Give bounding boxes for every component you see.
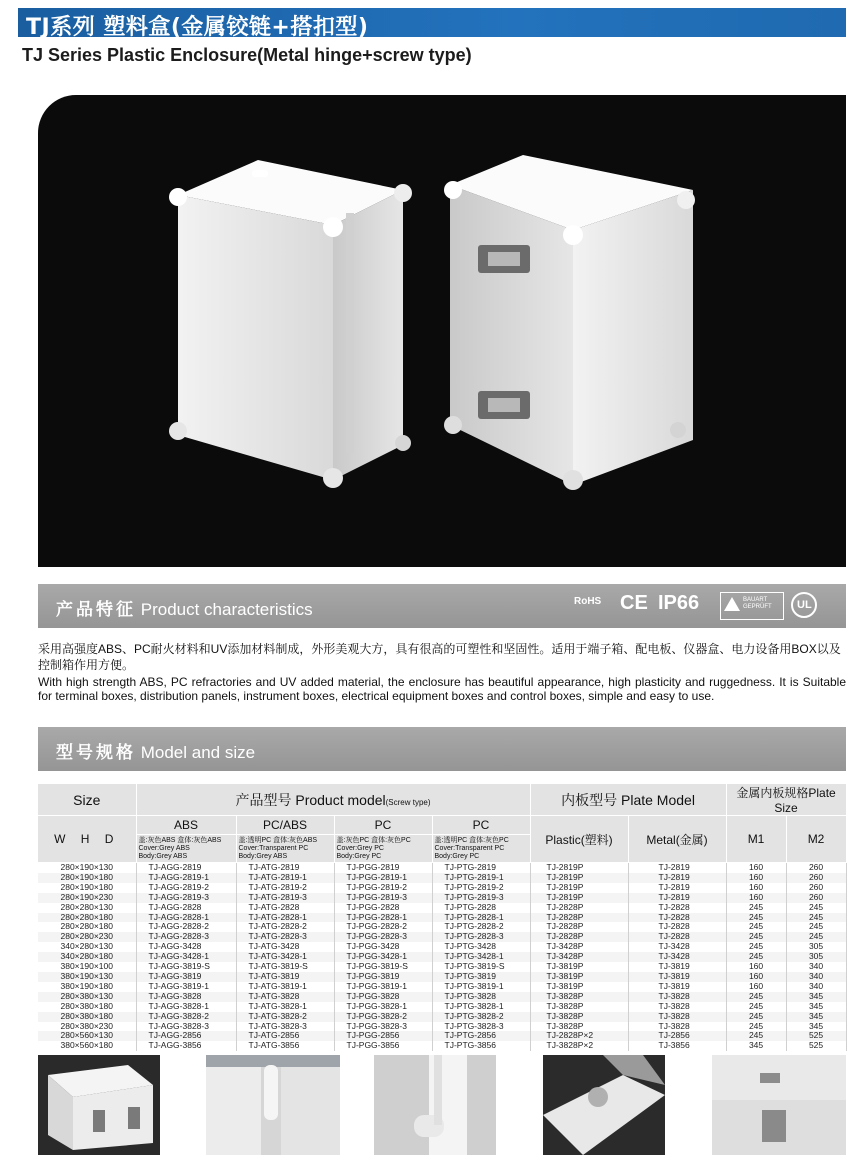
- table-cell: 280×380×230: [38, 1022, 136, 1032]
- table-cell: TJ-AGG-3428: [136, 942, 236, 952]
- table-cell: 340: [786, 962, 846, 972]
- table-cell: TJ-3828P: [530, 992, 628, 1002]
- table-cell: TJ-3828P: [530, 1012, 628, 1022]
- table-cell: TJ-PGG-2819-3: [334, 893, 432, 903]
- page-subtitle: TJ Series Plastic Enclosure(Metal hinge+screw type): [22, 45, 472, 65]
- table-row: [38, 863, 846, 873]
- table-cell: TJ-2856: [628, 1031, 726, 1041]
- table-cell: TJ-ATG-2819-2: [236, 883, 334, 893]
- table-cell: 160: [726, 883, 786, 893]
- table-cell: TJ-ATG-3856: [236, 1041, 334, 1051]
- spec-table: [38, 784, 847, 1051]
- table-cell: TJ-AGG-2828-3: [136, 932, 236, 942]
- table-row: [38, 922, 846, 932]
- table-cell: TJ-3428: [628, 942, 726, 952]
- table-cell: 245: [726, 942, 786, 952]
- table-cell: TJ-PTG-3819: [432, 972, 530, 982]
- tuv-badge: BAUART GEPRÜFT: [720, 592, 784, 620]
- table-cell: TJ-PTG-2819-2: [432, 883, 530, 893]
- table-cell: 160: [726, 982, 786, 992]
- table-cell: TJ-2828P: [530, 932, 628, 942]
- table-cell: TJ-ATG-2819: [236, 863, 334, 873]
- table-cell: TJ-AGG-3828-2: [136, 1012, 236, 1022]
- table-cell: TJ-PTG-3819-1: [432, 982, 530, 992]
- table-cell: TJ-3819P: [530, 982, 628, 992]
- table-cell: TJ-AGG-2856: [136, 1031, 236, 1041]
- table-cell: 160: [726, 873, 786, 883]
- ce-mark: CE: [620, 592, 648, 614]
- table-cell: 305: [786, 942, 846, 952]
- table-cell: TJ-ATG-2828-3: [236, 932, 334, 942]
- table-cell: TJ-PGG-3828-1: [334, 1002, 432, 1012]
- table-cell: TJ-PGG-2819-1: [334, 873, 432, 883]
- table-cell: TJ-PTG-3428: [432, 942, 530, 952]
- table-cell: TJ-PTG-3828-2: [432, 1012, 530, 1022]
- table-cell: 340: [786, 972, 846, 982]
- table-cell: TJ-PTG-2819-3: [432, 893, 530, 903]
- table-cell: TJ-PTG-3819-S: [432, 962, 530, 972]
- plate-model-header: 内板型号 Plate Model: [530, 784, 726, 816]
- table-cell: TJ-AGG-3828: [136, 992, 236, 1002]
- table-cell: TJ-PTG-2828-2: [432, 922, 530, 932]
- material-note: 盖:透明PC 盒体:灰色ABS Cover:Transparent PC Body:Grey ABS: [236, 835, 334, 863]
- table-cell: 160: [726, 972, 786, 982]
- table-cell: TJ-ATG-3828-2: [236, 1012, 334, 1022]
- table-cell: TJ-ATG-3428-1: [236, 952, 334, 962]
- table-cell: 345: [786, 992, 846, 1002]
- table-cell: TJ-AGG-2819-1: [136, 873, 236, 883]
- table-cell: TJ-PTG-3428-1: [432, 952, 530, 962]
- table-cell: TJ-3819: [628, 982, 726, 992]
- table-cell: TJ-3819: [628, 972, 726, 982]
- table-cell: 280×380×180: [38, 1002, 136, 1012]
- table-cell: TJ-ATG-2828: [236, 903, 334, 913]
- table-cell: TJ-PGG-3428-1: [334, 952, 432, 962]
- table-cell: TJ-PGG-2828-1: [334, 913, 432, 923]
- table-cell: TJ-2819: [628, 883, 726, 893]
- table-cell: TJ-PTG-2819: [432, 863, 530, 873]
- table-cell: 280×380×180: [38, 1012, 136, 1022]
- table-cell: 280×190×130: [38, 863, 136, 873]
- table-cell: TJ-AGG-2828-2: [136, 922, 236, 932]
- table-cell: TJ-ATG-2828-1: [236, 913, 334, 923]
- table-row: [38, 1031, 846, 1041]
- table-cell: 280×280×130: [38, 903, 136, 913]
- table-row: [38, 952, 846, 962]
- characteristics-heading: 产品特征 Product characteristics: [56, 600, 313, 619]
- table-row: [38, 1012, 846, 1022]
- table-row: [38, 1002, 846, 1012]
- table-cell: TJ-PTG-3856: [432, 1041, 530, 1051]
- plate-size-header: 金属内板规格Plate Size: [726, 784, 846, 816]
- table-cell: 245: [726, 1022, 786, 1032]
- rohs-badge: RoHS: [574, 596, 602, 607]
- table-cell: TJ-AGG-3856: [136, 1041, 236, 1051]
- table-cell: TJ-ATG-3828-1: [236, 1002, 334, 1012]
- characteristics-section-bar: [38, 584, 846, 628]
- ul-badge: UL: [791, 592, 817, 618]
- table-cell: 245: [726, 913, 786, 923]
- material-pc-abs: PC/ABS: [236, 816, 334, 835]
- table-cell: TJ-PTG-3828: [432, 992, 530, 1002]
- model-section-bar: [38, 727, 846, 771]
- table-cell: 260: [786, 873, 846, 883]
- table-cell: TJ-AGG-2819-2: [136, 883, 236, 893]
- table-cell: TJ-AGG-3819: [136, 972, 236, 982]
- table-cell: TJ-PGG-3819: [334, 972, 432, 982]
- table-cell: TJ-ATG-3828-3: [236, 1022, 334, 1032]
- table-cell: TJ-PTG-3828-3: [432, 1022, 530, 1032]
- table-cell: 525: [786, 1041, 846, 1051]
- table-row: [38, 1022, 846, 1032]
- ip66-badge: IP66: [658, 592, 700, 614]
- table-cell: TJ-AGG-3828-1: [136, 1002, 236, 1012]
- table-cell: TJ-PGG-3828-2: [334, 1012, 432, 1022]
- table-row: [38, 992, 846, 1002]
- table-cell: 305: [786, 952, 846, 962]
- product-hero-image: [38, 95, 846, 567]
- table-cell: 280×190×180: [38, 883, 136, 893]
- table-cell: 245: [726, 1031, 786, 1041]
- table-cell: 160: [726, 893, 786, 903]
- table-cell: TJ-3428P: [530, 952, 628, 962]
- table-cell: TJ-2828: [628, 903, 726, 913]
- table-cell: 340: [786, 982, 846, 992]
- table-cell: TJ-PTG-2828: [432, 903, 530, 913]
- table-cell: TJ-3819: [628, 962, 726, 972]
- table-cell: TJ-PGG-3819-1: [334, 982, 432, 992]
- table-cell: TJ-2828P: [530, 913, 628, 923]
- table-cell: 345: [786, 1002, 846, 1012]
- table-row: [38, 932, 846, 942]
- table-cell: TJ-AGG-2828-1: [136, 913, 236, 923]
- page-title: TJ系列 塑料盒(金属铰链+搭扣型): [26, 15, 369, 40]
- table-row: [38, 893, 846, 903]
- table-cell: TJ-AGG-2819-3: [136, 893, 236, 903]
- plastic-header: Plastic(塑料): [530, 816, 628, 863]
- table-cell: TJ-AGG-2819: [136, 863, 236, 873]
- material-pc-transparent: PC: [432, 816, 530, 835]
- model-heading: 型号规格 Model and size: [56, 743, 256, 762]
- table-cell: 280×190×180: [38, 873, 136, 883]
- table-cell: TJ-3819P: [530, 962, 628, 972]
- title-banner: [18, 8, 846, 40]
- material-abs: ABS: [136, 816, 236, 835]
- table-cell: TJ-PGG-3819-S: [334, 962, 432, 972]
- table-cell: 245: [786, 903, 846, 913]
- table-cell: 340×280×130: [38, 942, 136, 952]
- detail-photo-open-latch: [543, 1055, 665, 1155]
- table-cell: 245: [726, 952, 786, 962]
- table-cell: 345: [726, 1041, 786, 1051]
- table-cell: TJ-3828: [628, 1002, 726, 1012]
- size-header: Size: [38, 784, 136, 816]
- table-row: [38, 1041, 846, 1051]
- table-cell: TJ-3828P: [530, 1022, 628, 1032]
- table-cell: TJ-PGG-3828: [334, 992, 432, 1002]
- detail-photo-hinge-corner: [206, 1055, 340, 1155]
- table-cell: TJ-PTG-2819-1: [432, 873, 530, 883]
- table-cell: 245: [726, 932, 786, 942]
- table-row: [38, 883, 846, 893]
- table-cell: TJ-ATG-2819-1: [236, 873, 334, 883]
- table-cell: 245: [786, 932, 846, 942]
- table-cell: 380×560×180: [38, 1041, 136, 1051]
- table-cell: TJ-2819P: [530, 863, 628, 873]
- table-cell: TJ-AGG-3428-1: [136, 952, 236, 962]
- detail-photo-closed-box: [38, 1055, 160, 1155]
- table-cell: 280×280×230: [38, 932, 136, 942]
- table-cell: TJ-3428P: [530, 942, 628, 952]
- table-row: [38, 972, 846, 982]
- table-cell: 340×280×180: [38, 952, 136, 962]
- table-cell: TJ-2828P: [530, 903, 628, 913]
- table-cell: 245: [726, 903, 786, 913]
- description-en: With high strength ABS, PC refractories and UV added material, the enclosure has beautiful appearance, high plasticity and ruggedness. It is Suitable for terminal boxes, distribution panels, instrument boxes, electrical equipment boxes and control boxes, simple and easy to use.: [38, 675, 846, 703]
- table-row: [38, 913, 846, 923]
- table-cell: TJ-AGG-2828: [136, 903, 236, 913]
- table-cell: 160: [726, 962, 786, 972]
- table-cell: 280×380×130: [38, 992, 136, 1002]
- m1-header: M1: [726, 816, 786, 863]
- table-cell: TJ-PTG-2828-3: [432, 932, 530, 942]
- table-cell: TJ-PGG-2828: [334, 903, 432, 913]
- table-cell: 345: [786, 1022, 846, 1032]
- table-cell: TJ-AGG-3828-3: [136, 1022, 236, 1032]
- table-row: [38, 962, 846, 972]
- table-cell: TJ-2819: [628, 873, 726, 883]
- table-cell: 245: [786, 913, 846, 923]
- table-cell: TJ-ATG-2819-3: [236, 893, 334, 903]
- description-cn: 采用高强度ABS、PC耐火材料和UV添加材料制成，外形美观大方，具有很高的可塑性和坚固性。适用于端子箱、配电板、仪器盒、电力设备用BOX以及控制箱作用方便。: [38, 642, 841, 672]
- table-cell: TJ-3856: [628, 1041, 726, 1051]
- table-cell: TJ-AGG-3819-1: [136, 982, 236, 992]
- table-cell: TJ-2828P: [530, 922, 628, 932]
- table-cell: 380×190×100: [38, 962, 136, 972]
- table-cell: TJ-AGG-3819-S: [136, 962, 236, 972]
- table-cell: TJ-PGG-2856: [334, 1031, 432, 1041]
- table-cell: 245: [786, 922, 846, 932]
- table-cell: TJ-2819P: [530, 873, 628, 883]
- table-cell: TJ-2819P: [530, 893, 628, 903]
- table-cell: 280×560×130: [38, 1031, 136, 1041]
- table-cell: TJ-ATG-3819-1: [236, 982, 334, 992]
- detail-photo-hinge-side: [374, 1055, 496, 1155]
- table-cell: TJ-PGG-2819: [334, 863, 432, 873]
- table-cell: TJ-ATG-2828-2: [236, 922, 334, 932]
- table-cell: TJ-PTG-2828-1: [432, 913, 530, 923]
- table-cell: TJ-ATG-3819: [236, 972, 334, 982]
- table-cell: TJ-PGG-2828-2: [334, 922, 432, 932]
- table-cell: TJ-ATG-2856: [236, 1031, 334, 1041]
- table-cell: 525: [786, 1031, 846, 1041]
- material-pc-grey: PC: [334, 816, 432, 835]
- enclosure-front-view: [169, 160, 412, 488]
- table-cell: TJ-2828P×2: [530, 1031, 628, 1041]
- table-cell: 280×280×180: [38, 922, 136, 932]
- table-cell: TJ-2828: [628, 932, 726, 942]
- table-cell: 380×190×130: [38, 972, 136, 982]
- material-note: 盖:灰色PC 盒体:灰色PC Cover:Grey PC Body:Grey PC: [334, 835, 432, 863]
- table-cell: TJ-2819P: [530, 883, 628, 893]
- table-cell: TJ-2819: [628, 893, 726, 903]
- table-cell: 280×280×180: [38, 913, 136, 923]
- table-cell: TJ-PGG-3828-3: [334, 1022, 432, 1032]
- table-cell: TJ-2819: [628, 863, 726, 873]
- table-cell: TJ-ATG-3828: [236, 992, 334, 1002]
- tuv-triangle-icon: [724, 597, 740, 611]
- table-cell: TJ-PGG-3428: [334, 942, 432, 952]
- table-cell: 160: [726, 863, 786, 873]
- table-cell: TJ-3828: [628, 1022, 726, 1032]
- table-cell: 260: [786, 893, 846, 903]
- table-cell: TJ-3819P: [530, 972, 628, 982]
- table-cell: TJ-3828P: [530, 1002, 628, 1012]
- material-note: 盖:灰色ABS 盒体:灰色ABS Cover:Grey ABS Body:Grey ABS: [136, 835, 236, 863]
- whd-header: W H D: [38, 816, 136, 863]
- table-cell: TJ-PTG-2856: [432, 1031, 530, 1041]
- table-cell: TJ-3428: [628, 952, 726, 962]
- table-row: [38, 942, 846, 952]
- table-cell: TJ-PGG-3856: [334, 1041, 432, 1051]
- table-cell: 245: [726, 1002, 786, 1012]
- table-cell: 345: [786, 1012, 846, 1022]
- table-cell: TJ-2828: [628, 922, 726, 932]
- metal-header: Metal(金属): [628, 816, 726, 863]
- table-cell: TJ-2828: [628, 913, 726, 923]
- spec-table-body: [38, 863, 846, 1052]
- table-cell: 280×190×230: [38, 893, 136, 903]
- table-cell: TJ-PGG-2828-3: [334, 932, 432, 942]
- table-cell: 245: [726, 992, 786, 1002]
- table-cell: TJ-ATG-3428: [236, 942, 334, 952]
- table-cell: 260: [786, 883, 846, 893]
- table-row: [38, 903, 846, 913]
- product-model-header: 产品型号 Product model(Screw type): [136, 784, 530, 816]
- table-cell: TJ-PGG-2819-2: [334, 883, 432, 893]
- table-cell: TJ-3828: [628, 992, 726, 1002]
- m2-header: M2: [786, 816, 846, 863]
- table-cell: 245: [726, 1012, 786, 1022]
- table-cell: TJ-ATG-3819-S: [236, 962, 334, 972]
- enclosure-side-view: [444, 155, 695, 490]
- table-cell: TJ-3828P×2: [530, 1041, 628, 1051]
- table-cell: 380×190×180: [38, 982, 136, 992]
- table-row: [38, 873, 846, 883]
- table-row: [38, 982, 846, 992]
- table-cell: TJ-3828: [628, 1012, 726, 1022]
- table-cell: 245: [726, 922, 786, 932]
- detail-photo-latch-closeup: [712, 1055, 846, 1155]
- table-cell: TJ-PTG-3828-1: [432, 1002, 530, 1012]
- material-note: 盖:透明PC 盒体:灰色PC Cover:Transparent PC Body:Grey PC: [432, 835, 530, 863]
- table-cell: 260: [786, 863, 846, 873]
